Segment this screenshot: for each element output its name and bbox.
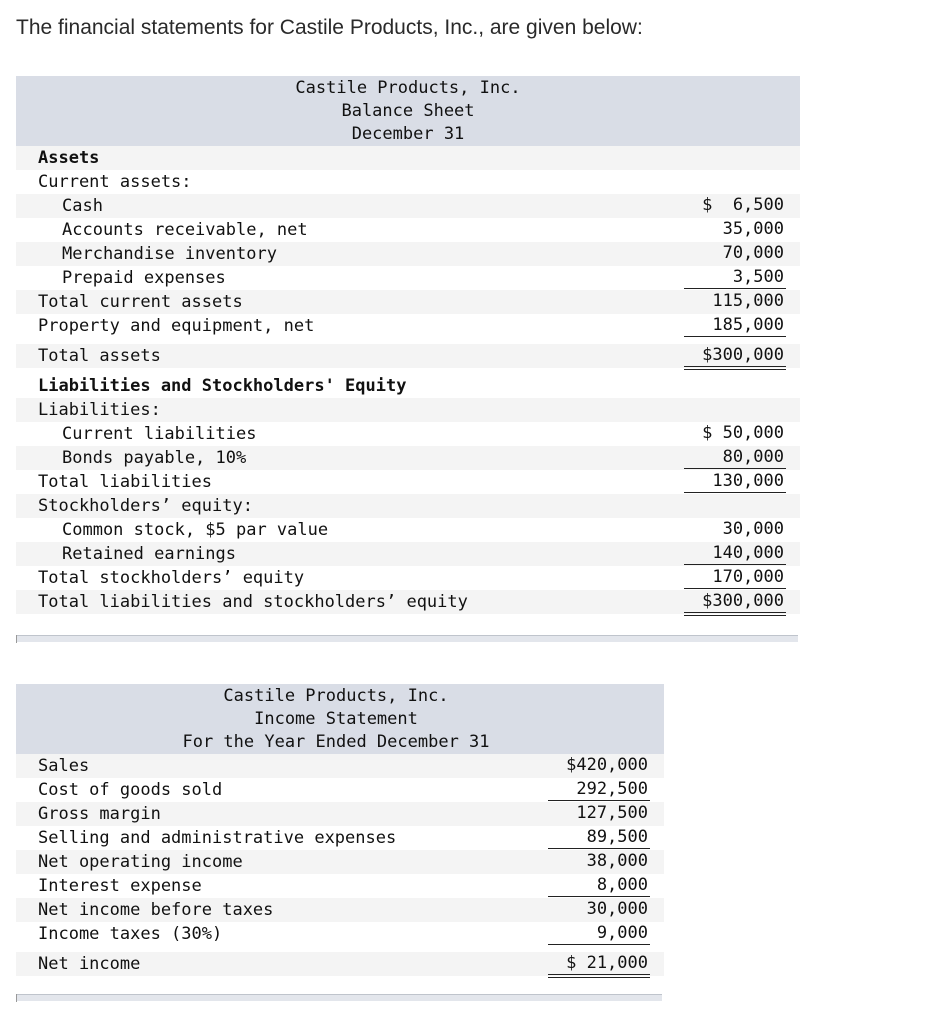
balance-sheet-row-label: Prepaid expenses xyxy=(62,268,226,288)
balance-sheet-row-label: Current liabilities xyxy=(62,424,257,444)
income-statement-row-label: Net operating income xyxy=(38,852,243,872)
income-statement-row-label: Sales xyxy=(38,756,90,776)
income-statement-row-label: Interest expense xyxy=(38,876,202,896)
balance-sheet-row-amount: 140,000 xyxy=(684,542,786,565)
balance-sheet-row xyxy=(16,590,800,614)
income-statement-row-label: Gross margin xyxy=(38,804,161,824)
income-statement-title-company: Castile Products, Inc. xyxy=(223,686,449,706)
income-statement-row xyxy=(16,754,664,778)
balance-sheet-row xyxy=(16,398,800,422)
balance-sheet-row-label: Merchandise inventory xyxy=(62,244,277,264)
income-statement-title-name: Income Statement xyxy=(254,709,418,729)
income-statement-row xyxy=(16,850,664,874)
balance-sheet-row-amount: $ 6,500 xyxy=(702,195,784,215)
income-statement-title-period: For the Year Ended December 31 xyxy=(182,732,490,752)
balance-sheet-footer-bar xyxy=(16,635,798,642)
income-statement-row-label: Net income xyxy=(38,954,141,974)
balance-sheet-row-label: Liabilities and Stockholders' Equity xyxy=(38,376,407,396)
balance-sheet xyxy=(16,76,800,646)
income-statement-footer-bar xyxy=(16,994,662,1001)
balance-sheet-row-amount: $300,000 xyxy=(684,590,786,616)
income-statement-row-amount: $420,000 xyxy=(566,755,648,775)
balance-sheet-title-name: Balance Sheet xyxy=(341,101,475,121)
balance-sheet-row-amount: 185,000 xyxy=(684,314,786,337)
balance-sheet-row-label: Retained earnings xyxy=(62,544,236,564)
income-statement-row-amount: 292,500 xyxy=(548,778,650,801)
income-statement-row xyxy=(16,922,664,946)
balance-sheet-row xyxy=(16,518,800,542)
balance-sheet-title-company: Castile Products, Inc. xyxy=(295,78,521,98)
balance-sheet-row xyxy=(16,242,800,266)
balance-sheet-row-label: Stockholders’ equity: xyxy=(38,496,253,516)
balance-sheet-row-amount: $ 50,000 xyxy=(702,423,784,443)
balance-sheet-row-amount: 30,000 xyxy=(722,519,784,539)
income-statement-row-amount: 127,500 xyxy=(576,803,648,823)
balance-sheet-row-amount: 130,000 xyxy=(684,470,786,493)
income-statement-row-amount: $ 21,000 xyxy=(548,952,650,978)
balance-sheet-row xyxy=(16,494,800,518)
income-statement-row xyxy=(16,802,664,826)
balance-sheet-title-date: December 31 xyxy=(351,124,465,144)
balance-sheet-row-label: Total stockholders’ equity xyxy=(38,568,305,588)
balance-sheet-row xyxy=(16,542,800,566)
income-statement-row-label: Income taxes (30%) xyxy=(38,924,223,944)
balance-sheet-row xyxy=(16,470,800,494)
balance-sheet-row-amount: $300,000 xyxy=(684,344,786,370)
income-statement-header xyxy=(16,684,664,754)
balance-sheet-row xyxy=(16,170,800,194)
balance-sheet-row-label: Bonds payable, 10% xyxy=(62,448,247,468)
balance-sheet-row-amount: 70,000 xyxy=(722,243,784,263)
intro-text: The financial statements for Castile Products, Inc., are given below: xyxy=(16,16,643,39)
balance-sheet-row-amount: 35,000 xyxy=(722,219,784,239)
income-statement-row-amount: 38,000 xyxy=(586,851,648,871)
balance-sheet-row xyxy=(16,146,800,170)
income-statement xyxy=(16,684,664,1006)
balance-sheet-row-label: Total liabilities and stockholders’ equity xyxy=(38,592,468,612)
balance-sheet-row-amount: 80,000 xyxy=(684,446,786,469)
income-statement-row xyxy=(16,952,664,976)
income-statement-row xyxy=(16,826,664,850)
balance-sheet-row-label: Total current assets xyxy=(38,292,243,312)
balance-sheet-row xyxy=(16,266,800,290)
balance-sheet-row xyxy=(16,446,800,470)
balance-sheet-row-amount: 3,500 xyxy=(684,266,786,289)
balance-sheet-row-amount: 115,000 xyxy=(712,291,784,311)
balance-sheet-row-amount: 170,000 xyxy=(684,566,786,589)
balance-sheet-row xyxy=(16,290,800,314)
balance-sheet-row-label: Common stock, $5 par value xyxy=(62,520,329,540)
balance-sheet-row-label: Accounts receivable, net xyxy=(62,220,308,240)
balance-sheet-row xyxy=(16,314,800,338)
income-statement-row xyxy=(16,898,664,922)
income-statement-row-amount: 30,000 xyxy=(586,899,648,919)
income-statement-row xyxy=(16,874,664,898)
income-statement-row-label: Net income before taxes xyxy=(38,900,274,920)
balance-sheet-row xyxy=(16,344,800,368)
balance-sheet-row-label: Total assets xyxy=(38,346,161,366)
income-statement-row-label: Cost of goods sold xyxy=(38,780,223,800)
balance-sheet-header xyxy=(16,76,800,147)
balance-sheet-row-label: Cash xyxy=(62,196,103,216)
income-statement-row-label: Selling and administrative expenses xyxy=(38,828,397,848)
balance-sheet-row-label: Property and equipment, net xyxy=(38,316,315,336)
balance-sheet-row xyxy=(16,218,800,242)
balance-sheet-row-label: Assets xyxy=(38,148,100,168)
balance-sheet-row-label: Current assets: xyxy=(38,172,192,192)
balance-sheet-row xyxy=(16,374,800,398)
income-statement-row-amount: 8,000 xyxy=(548,874,650,897)
income-statement-row-amount: 89,500 xyxy=(548,826,650,849)
balance-sheet-row xyxy=(16,194,800,218)
balance-sheet-row xyxy=(16,566,800,590)
balance-sheet-row xyxy=(16,422,800,446)
balance-sheet-row-label: Total liabilities xyxy=(38,472,212,492)
income-statement-row xyxy=(16,778,664,802)
balance-sheet-row-label: Liabilities: xyxy=(38,400,161,420)
income-statement-row-amount: 9,000 xyxy=(548,922,650,945)
